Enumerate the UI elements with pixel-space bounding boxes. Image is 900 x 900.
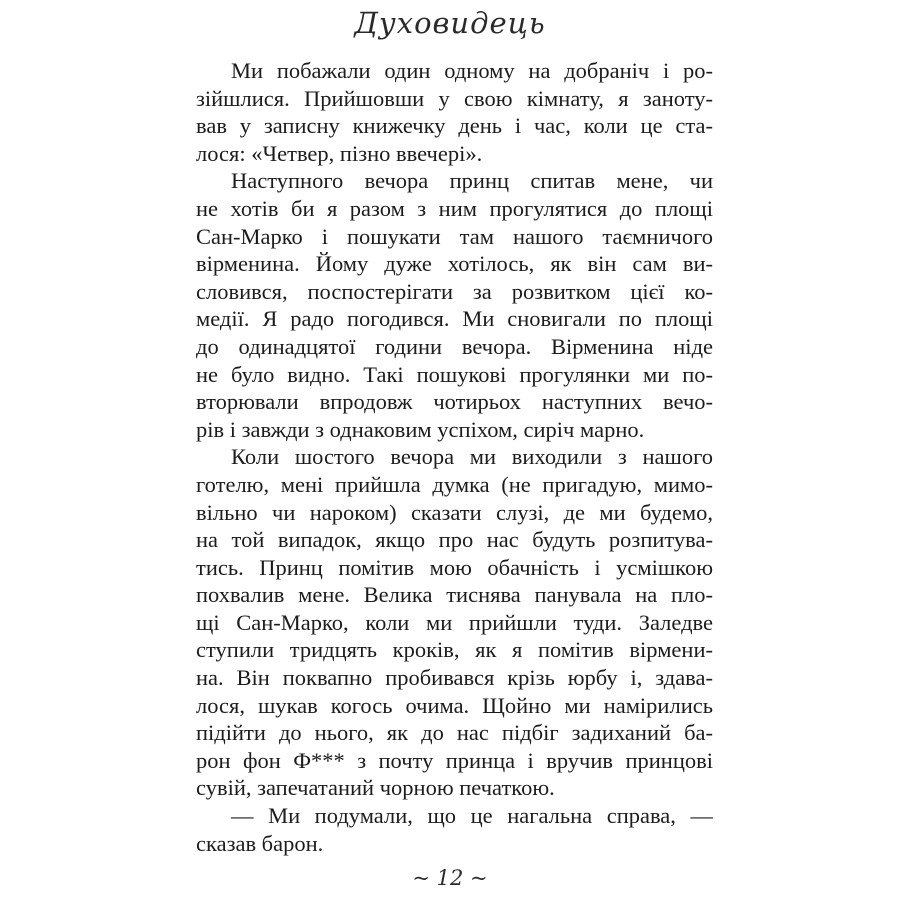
paragraph [196, 167, 713, 443]
text-line: тись. Принц помітив мою обачність і усмішкою [196, 554, 713, 580]
text-line: вільно чи нароком) сказати слузі, де ми будемо, [196, 499, 713, 525]
text-line: не було видно. Такі пошукові прогулянки ми по- [196, 361, 713, 387]
paragraph [196, 57, 713, 167]
text-line: сказав барон. [196, 830, 324, 856]
paragraph-dialogue [196, 802, 713, 857]
text-line: зійшлися. Прийшовши у свою кімнату, я заноту- [196, 85, 713, 111]
running-header-title: Духовидець [354, 6, 546, 40]
page-number: ~ 12 ~ [412, 866, 488, 890]
text-line: ступили тридцять кроків, як я помітив вірмени- [196, 637, 713, 663]
text-line: Коли шостого вечора ми виходили з нашого [231, 444, 713, 470]
text-line: — Ми подумали, що це нагальна справа, — [231, 803, 713, 829]
text-line: до одинадцятої години вечора. Вірменина ніде [196, 333, 713, 359]
text-line: рів і завжди з однаковим успіхом, сиріч марно. [196, 416, 645, 442]
body-text [196, 57, 713, 857]
text-line: Наступного вечора принц спитав мене, чи [231, 168, 713, 194]
text-line: готелю, мені прийшла думка (не пригадую, мимо- [196, 471, 713, 497]
text-line: на. Він поквапно пробивався крізь юрбу і, здава- [196, 665, 713, 691]
text-line: Сан-Марко і пошукати там нашого таємничого [196, 223, 713, 249]
text-line: лося, шукав когось очима. Щойно ми намірились [196, 692, 713, 718]
text-line: вторювали впродовж чотирьох наступних вечо- [196, 389, 713, 415]
text-line: на той випадок, якщо про нас будуть розпитува- [196, 527, 713, 553]
text-line: словився, поспостерігати за розвитком цієї ко- [196, 278, 713, 304]
paragraph [196, 443, 713, 802]
text-line: Ми побажали один одному на добраніч і ро- [231, 58, 713, 83]
text-line: сувій, запечатаний чорною печаткою. [196, 775, 555, 801]
text-line: медії. Я радо погодився. Ми сновигали по площі [196, 306, 713, 332]
text-line: рон фон Ф*** з почту принца і вручив принцові [196, 747, 713, 773]
text-line: вірменина. Йому дуже хотілось, як він сам ви- [196, 251, 713, 277]
text-line: лося: «Четвер, пізно ввечері». [196, 140, 483, 166]
text-line: похвалив мене. Велика тиснява панувала на пло- [196, 582, 713, 608]
text-line: вав у записну книжечку день і час, коли це ста- [196, 113, 713, 139]
text-line: підійти до нього, як до нас підбіг задиханий ба- [196, 720, 713, 746]
text-line: не хотів би я разом з ним прогулятися до площі [196, 195, 713, 221]
text-line: щі Сан-Марко, коли ми прийшли туди. Заледве [196, 609, 713, 635]
